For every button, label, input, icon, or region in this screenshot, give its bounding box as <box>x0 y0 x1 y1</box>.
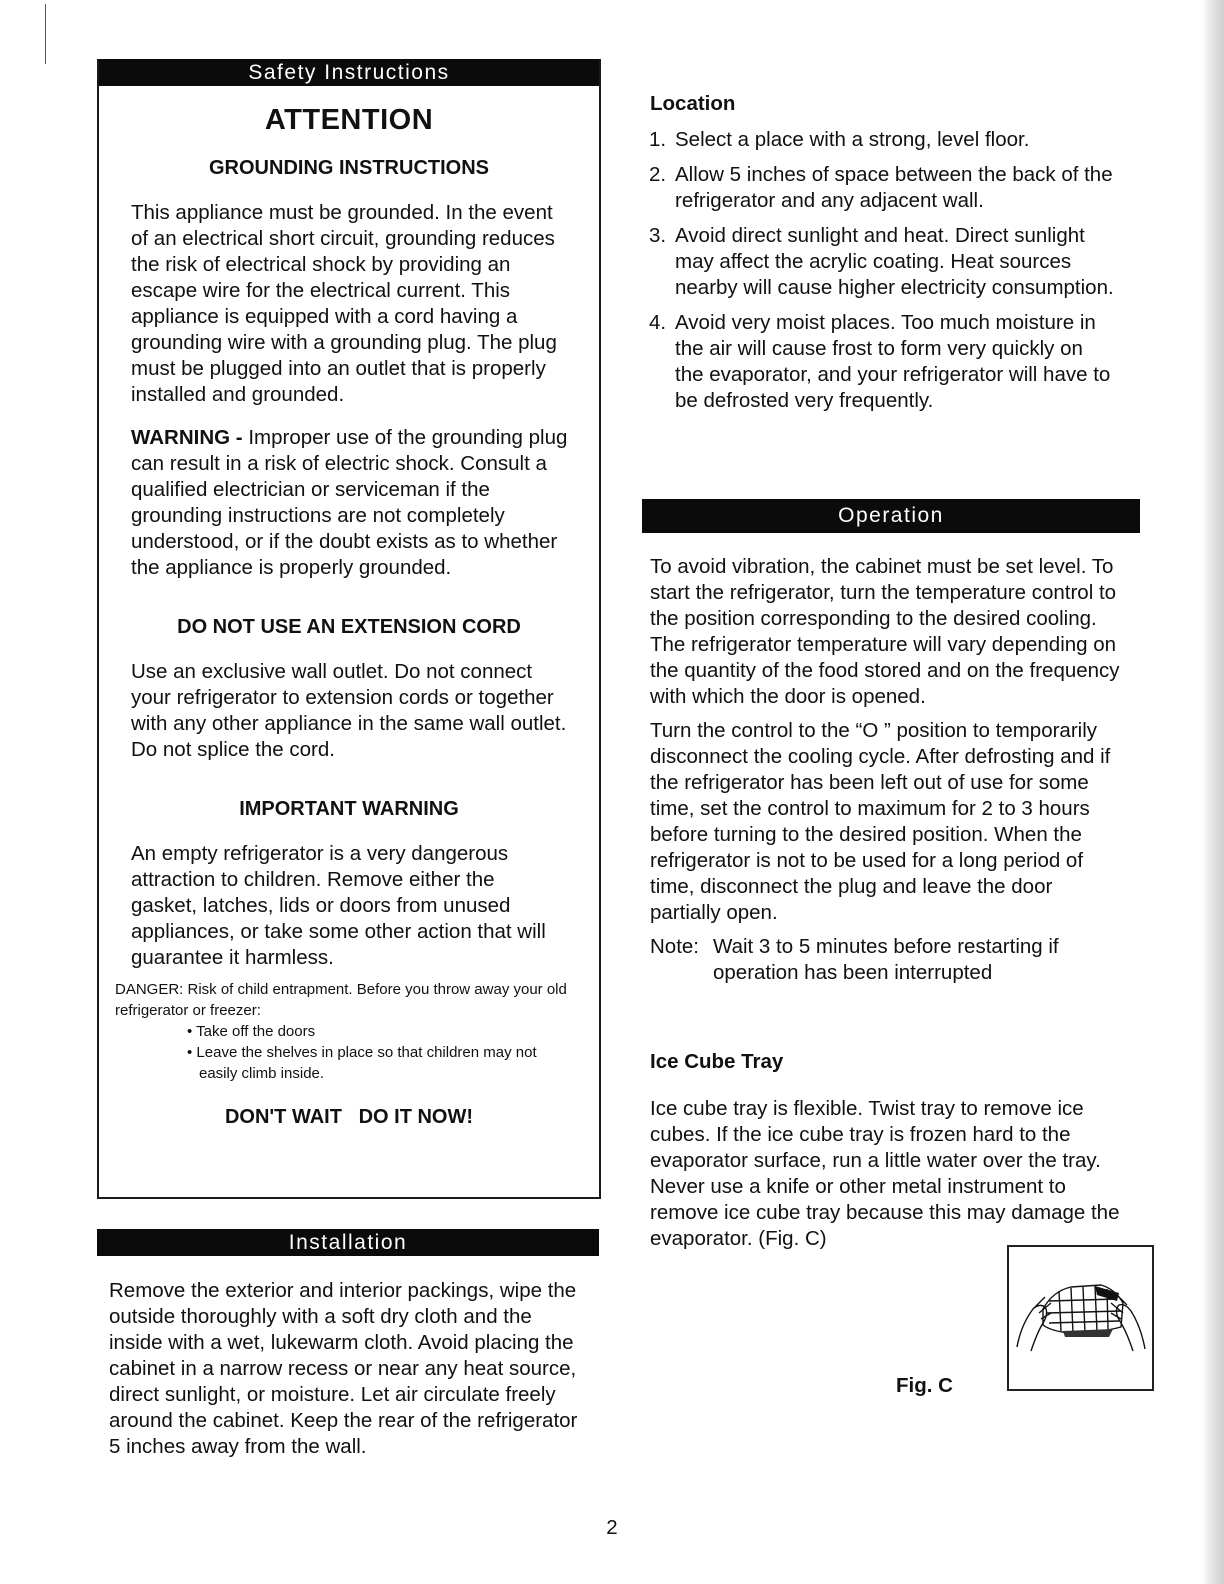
danger-text: DANGER: Risk of child entrapment. Before you throw away your old refrigerator or freezer: <box>115 981 567 1019</box>
operation-bar: Operation <box>642 499 1140 533</box>
installation-text: Remove the exterior and interior packings, wipe the outside thoroughly with a soft dry cloth and the inside with a wet, lukewarm cloth. Avoid placing the cabinet in a narrow recess or near any heat source, direct sunlight, or moisture. Let air circulate freely around the cabinet. Keep the rear of the refrigerator 5 inches away from the wall. <box>109 1279 578 1458</box>
safety-instructions-bar: Safety Instructions <box>99 59 599 86</box>
danger-bullets <box>187 1021 577 1084</box>
operation-para1: To avoid vibration, the cabinet must be set level. To start the refrigerator, turn the temperature control to the position corresponding to the desired cooling. The refrigerator temperature will vary depending on the quantity of the food stored and on the frequency with which the door is opened. <box>650 555 1120 708</box>
location-list <box>646 127 1116 423</box>
figure-c-box <box>1007 1245 1154 1391</box>
scan-artifact-line <box>45 4 46 64</box>
attention-heading: ATTENTION <box>264 104 434 136</box>
ice-cube-text: Ice cube tray is flexible. Twist tray to remove ice cubes. If the ice cube tray is frozen hard to the evaporator surface, run a little water over the tray. Never use a knife or other metal instrument to remove ice cube tray because this may damage the evaporator. (Fig. C) <box>650 1097 1120 1250</box>
ice-tray-twist-illustration-icon <box>1009 1247 1152 1389</box>
location-heading: Location <box>650 92 736 115</box>
location-item: 4. Avoid very moist places. Too much moisture in the air will cause frost to form very quickly on the evaporator, and your refrigerator will have to be defrosted very frequently. <box>649 311 1111 412</box>
note-label: Note: <box>650 935 699 958</box>
location-item: 2. Allow 5 inches of space between the back of the refrigerator and any adjacent wall. <box>649 163 1113 212</box>
warning-text: Improper use of the grounding plug can result in a risk of electric shock. Consult a qualified electrician or serviceman if the grounding instructions are not completely understood, or if the doubt exists as to whether the appliance is properly grounded. <box>131 426 568 579</box>
operation-para2: Turn the control to the “O ” position to temporarily disconnect the cooling cycle. After defrosting and if the refrigerator has been left out of use for some time, set the control to maximum for 2 to 3 hours before turning to the desired position. When the refrigerator is not to be used for a long period of time, disconnect the plug and leave the door partially open. <box>650 719 1111 924</box>
installation-bar: Installation <box>97 1229 599 1256</box>
safety-instructions-box <box>97 59 601 1199</box>
ice-cube-heading: Ice Cube Tray <box>650 1050 784 1073</box>
extension-heading: DO NOT USE AN EXTENSION CORD <box>177 616 521 638</box>
grounding-heading: GROUNDING INSTRUCTIONS <box>209 157 489 179</box>
note-text: Wait 3 to 5 minutes before restarting if operation has been interrupted <box>713 935 1059 984</box>
danger-bullet: • Leave the shelves in place so that children may not easily climb inside. <box>187 1044 537 1082</box>
operation-note <box>650 934 1128 986</box>
extension-text: Use an exclusive wall outlet. Do not connect your refrigerator to extension cords or together with any other appliance in the same wall outlet. Do not splice the cord. <box>131 660 567 761</box>
location-item: 3. Avoid direct sunlight and heat. Direct sunlight may affect the acrylic coating. Heat sources nearby will cause higher electricity consumption. <box>649 224 1114 299</box>
left-column <box>97 59 605 1460</box>
important-text: An empty refrigerator is a very dangerous attraction to children. Remove either the gasket, latches, lids or doors from unused appliances, or take some other action that will guarantee it harmless. <box>131 842 546 969</box>
figure-c-label: Fig. C <box>896 1374 953 1397</box>
warning-label: WARNING - <box>131 426 243 449</box>
grounding-text: This appliance must be grounded. In the event of an electrical short circuit, grounding reduces the risk of electrical shock by providing an escape wire for the electrical current. This appliance is equipped with a cord having a grounding wire with a grounding plug. The plug must be plugged into an outlet that is properly installed and grounded. <box>131 201 557 406</box>
important-heading: IMPORTANT WARNING <box>239 798 459 820</box>
warning-paragraph <box>131 425 571 581</box>
page-number: 2 <box>606 1516 618 1539</box>
location-item: 1. Select a place with a strong, level floor. <box>649 128 1030 151</box>
scan-page-edge <box>1202 0 1224 1584</box>
danger-bullet: • Take off the doors <box>187 1023 316 1040</box>
dont-wait-heading: DON'T WAIT DO IT NOW! <box>224 1106 474 1128</box>
